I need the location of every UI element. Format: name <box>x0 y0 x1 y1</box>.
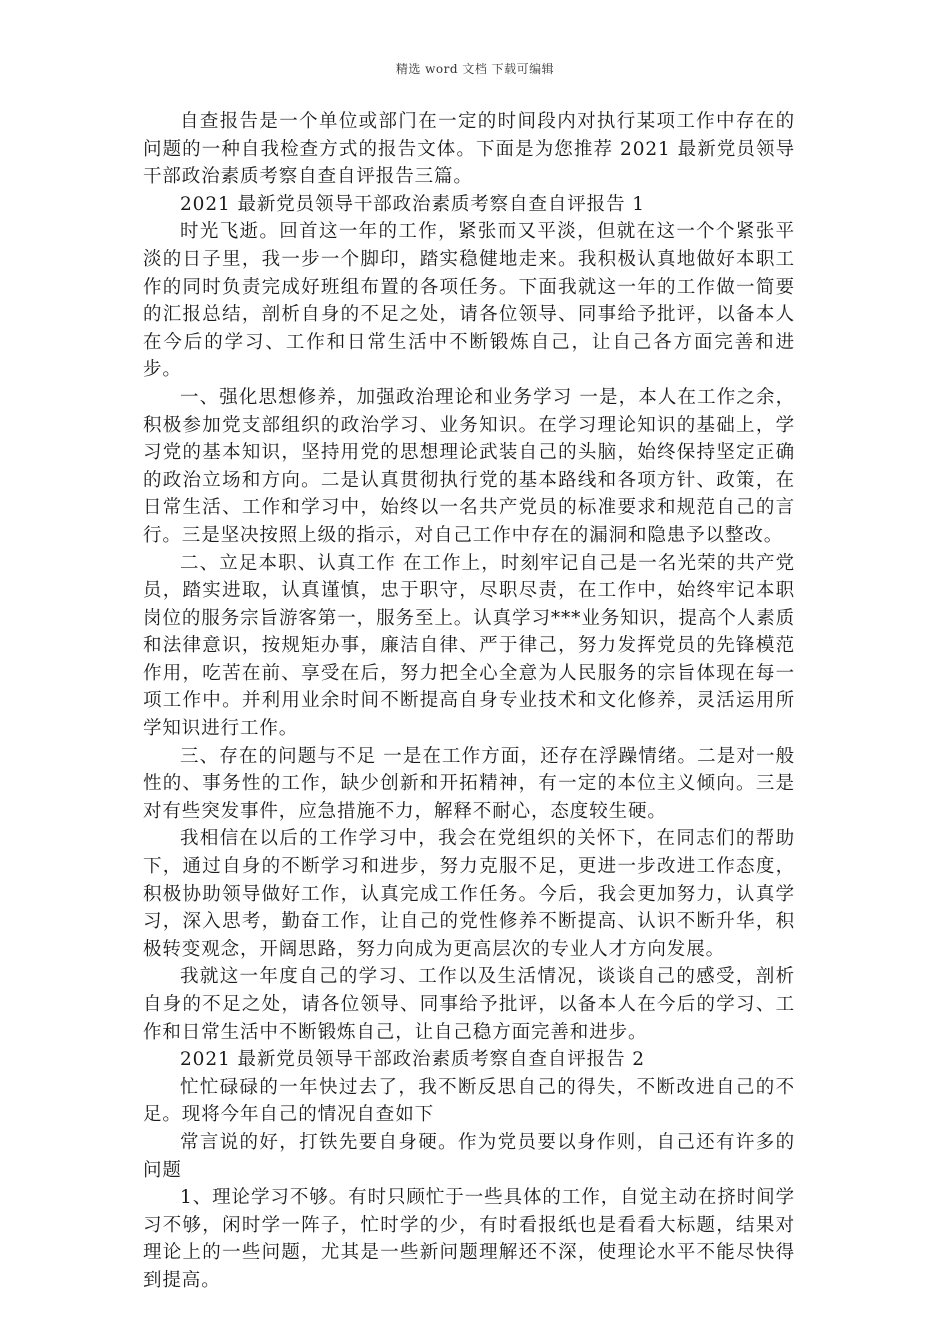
body-paragraph: 常言说的好，打铁先要自身硬。作为党员要以身作则，自己还有许多的问题 <box>143 1131 795 1181</box>
page-header: 精选 word 文档 下载可编辑 <box>395 62 555 76</box>
report-1-title: 2021 最新党员领导干部政治素质考察自查自评报告 1 <box>180 193 645 215</box>
section-2-paragraph: 二、立足本职、认真工作 在工作上，时刻牢记自己是一名光荣的共产党员，踏实进取，认真谨慎，忠于职守，尽职尽责，在工作中，始终牢记本职岗位的服务宗旨游客第一，服务至上。认真学习***业务知识，提高个人素质和法律意识，按规矩办事，廉洁自律、严于律己，努力发挥党员的先锋模范作用，吃苦在前、享受在后，努力把全心全意为人民服务的宗旨体现在每一项工作中。并利用业余时间不断提高自身专业技术和文化修养，灵活运用所学知识进行工作。 <box>143 552 795 740</box>
numbered-paragraph: 1、理论学习不够。有时只顾忙于一些具体的工作，自觉主动在挤时间学习不够，闲时学一阵子，忙时学的少，有时看报纸也是看看大标题，结果对理论上的一些问题，尤其是一些新问题理解还不深，使理论水平不能尽快得到提高。 <box>143 1187 795 1291</box>
body-paragraph: 时光飞逝。回首这一年的工作，紧张而又平淡，但就在这一个个紧张平淡的日子里，我一步一个脚印，踏实稳健地走来。我积极认真地做好本职工作的同时负责完成好班组布置的各项任务。下面我就这一年的工作做一简要的汇报总结，剖析自身的不足之处，请各位领导、同事给予批评，以备本人在今后的学习、工作和日常生活中不断锻炼自己，让自己各方面完善和进步。 <box>143 221 795 381</box>
body-paragraph: 我就这一年度自己的学习、工作以及生活情况，谈谈自己的感受，剖析自身的不足之处，请各位领导、同事给予批评，以备本人在今后的学习、工作和日常生活中不断锻炼自己，让自己稳方面完善和进步。 <box>143 966 795 1043</box>
section-1-paragraph: 一、强化思想修养，加强政治理论和业务学习 一是，本人在工作之余，积极参加党支部组织的政治学习、业务知识。在学习理论知识的基础上，学习党的基本知识，坚持用党的思想理论武装自己的头脑，始终保持坚定正确的政治立场和方向。二是认真贯彻执行党的基本路线和各项方针、政策，在日常生活、工作和学习中，始终以一名共产党员的标准要求和规范自己的言行。三是坚决按照上级的指示，对自己工作中存在的漏洞和隐患予以整改。 <box>143 386 795 546</box>
section-3-paragraph: 三、存在的问题与不足 一是在工作方面，还存在浮躁情绪。二是对一般性的、事务性的工作，缺少创新和开拓精神，有一定的本位主义倾向。三是对有些突发事件，应急措施不力，解释不耐心，态度较生硬。 <box>143 745 795 822</box>
body-paragraph: 忙忙碌碌的一年快过去了，我不断反思自己的得失，不断改进自己的不足。现将今年自己的情况自查如下 <box>143 1076 795 1126</box>
intro-paragraph: 自查报告是一个单位或部门在一定的时间段内对执行某项工作中存在的问题的一种自我检查方式的报告文体。下面是为您推荐 2021 最新党员领导干部政治素质考察自查自评报告三篇。 <box>143 111 795 188</box>
body-paragraph: 我相信在以后的工作学习中，我会在党组织的关怀下，在同志们的帮助下，通过自身的不断学习和进步，努力克服不足，更进一步改进工作态度，积极协助领导做好工作，认真完成工作任务。今后，我会更加努力，认真学习，深入思考，勤奋工作，让自己的党性修养不断提高、认识不断升华，积极转变观念，开阔思路，努力向成为更高层次的专业人才方向发展。 <box>143 828 795 960</box>
report-2-title: 2021 最新党员领导干部政治素质考察自查自评报告 2 <box>180 1049 645 1071</box>
document-body <box>143 108 795 1295</box>
